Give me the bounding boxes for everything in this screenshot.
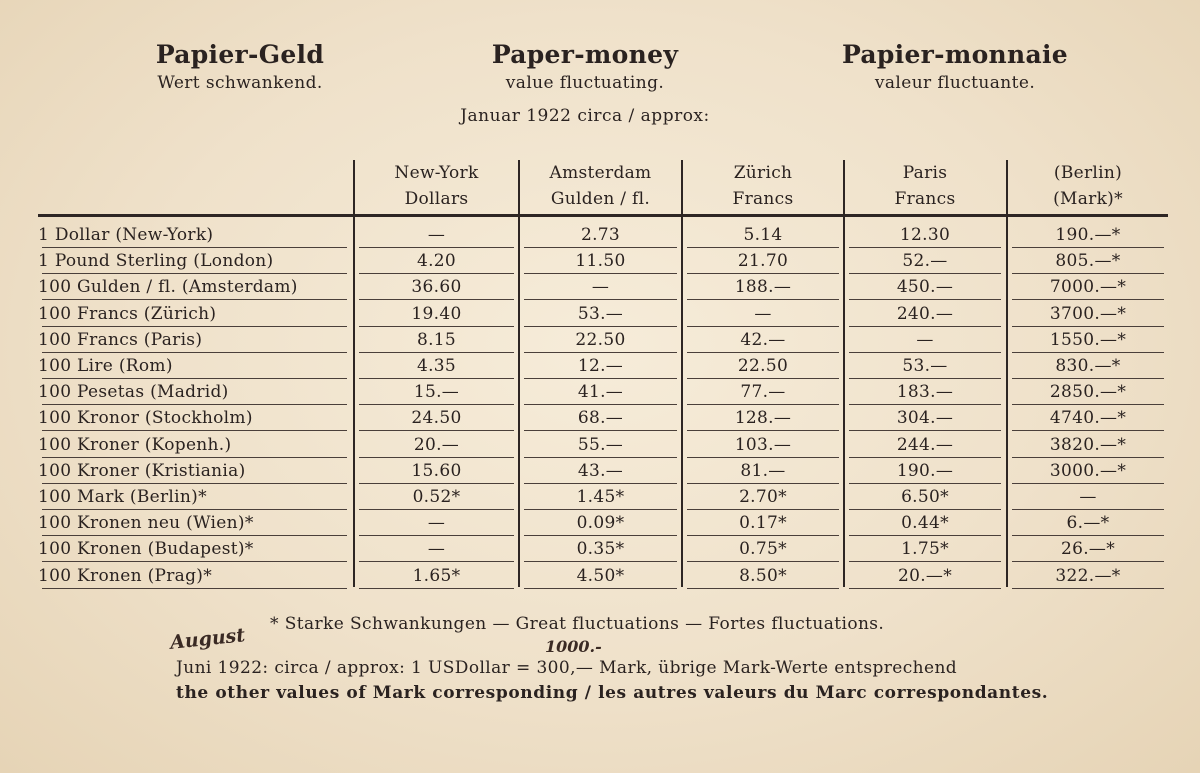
table-row [38, 405, 1168, 431]
rate-cell: 0.44* [901, 513, 949, 534]
row-rule [42, 588, 347, 589]
table-row [38, 536, 1168, 562]
rate-cell: 21.70 [737, 251, 789, 272]
rate-cell: 22.50 [737, 356, 789, 376]
column-header-line1: (Berlin) [1053, 163, 1123, 183]
header-german-subtitle: Wert schwankend. [157, 73, 323, 93]
rate-cell: 450.— [896, 277, 954, 298]
rate-cell: — [754, 303, 772, 324]
rate-cell: 53.— [902, 356, 948, 376]
rate-cell: 4.50* [576, 565, 625, 586]
row-label: 100 Lire (Rom) [38, 356, 173, 376]
rate-cell: 1.75* [901, 539, 949, 560]
column-header-line1: New-York [394, 163, 479, 183]
row-label: 100 Kroner (Kristiania) [38, 460, 246, 481]
rate-cell: — [427, 225, 446, 245]
rate-cell: 5.14 [743, 225, 783, 245]
header-english [470, 40, 700, 93]
row-label: 1 Dollar (New-York) [38, 225, 214, 245]
rate-cell: 244.— [896, 434, 954, 455]
rate-cell: 3820.—* [1049, 434, 1127, 455]
footnote: * Starke Schwankungen — Great fluctuations — Fortes fluctuations. [270, 614, 885, 634]
rate-cell: 43.— [577, 460, 624, 481]
column-header-line2: Dollars [404, 189, 469, 209]
rate-cell: 42.— [740, 329, 786, 350]
rate-cell: 6.50* [901, 487, 949, 507]
table-row [38, 563, 1168, 589]
column-header-paris [845, 160, 1005, 212]
rate-cell: 6.—* [1066, 513, 1110, 534]
rate-cell: 68.— [577, 408, 624, 429]
table-row [38, 327, 1168, 353]
row-rule [524, 588, 677, 589]
rate-cell: — [427, 539, 446, 560]
row-rule [687, 588, 839, 589]
rate-cell: 4740.—* [1049, 408, 1127, 429]
rate-cell: 183.— [896, 382, 954, 403]
rate-cell: 52.— [902, 251, 948, 272]
column-header-line2: Francs [894, 189, 956, 209]
rate-cell: 0.52* [412, 487, 461, 507]
row-label: 100 Kronen (Budapest)* [38, 539, 254, 560]
row-label: 100 Gulden / fl. (Amsterdam) [38, 277, 298, 298]
row-label: 100 Kronen neu (Wien)* [38, 513, 254, 534]
rate-cell: 128.— [734, 408, 792, 429]
header-english-title: Paper-money [491, 40, 679, 69]
row-label: 100 Kroner (Kopenh.) [38, 434, 232, 455]
column-header-amsterdam [520, 160, 681, 212]
rate-cell: 2.73 [580, 225, 621, 245]
header-german [130, 40, 350, 93]
header-rule [38, 214, 1168, 217]
row-label: 100 Kronor (Stockholm) [38, 408, 253, 429]
column-header-line2: Francs [732, 189, 794, 209]
row-label: 100 Francs (Paris) [38, 329, 203, 350]
rate-cell: 26.—* [1060, 539, 1116, 560]
row-label: 100 Mark (Berlin)* [38, 487, 207, 507]
rate-cell: 1.45* [576, 487, 625, 507]
rate-cell: 55.— [577, 434, 624, 455]
rate-cell: 81.— [740, 460, 786, 481]
row-rule [1012, 588, 1164, 589]
rate-cell: 190.—* [1055, 225, 1121, 245]
rate-cell: 20.—* [897, 565, 953, 586]
rate-cell: 3000.—* [1049, 460, 1127, 481]
column-header-zurich [683, 160, 843, 212]
row-rule [849, 588, 1001, 589]
date-line: Januar 1922 circa / approx: [460, 106, 710, 126]
table-row [38, 458, 1168, 484]
rate-cell: — [916, 329, 934, 350]
column-header-line1: Paris [902, 163, 948, 183]
table-row [38, 379, 1168, 405]
header-german-title: Papier-Geld [155, 40, 325, 69]
table-row [38, 248, 1168, 274]
rate-cell: 36.60 [411, 277, 462, 298]
rate-cell: 20.— [413, 434, 460, 455]
table-row [38, 301, 1168, 327]
rate-cell: 2.70* [739, 487, 787, 507]
rate-cell: 24.50 [411, 408, 462, 429]
rate-cell: 8.50* [739, 565, 787, 586]
rate-cell: 77.— [740, 382, 786, 403]
row-rule [359, 588, 514, 589]
rate-cell: 22.50 [575, 329, 626, 350]
rate-cell: 15.60 [411, 460, 462, 481]
rate-cell: 7000.—* [1049, 277, 1127, 298]
handwritten-month: August [169, 624, 247, 654]
rate-cell: 53.— [577, 303, 624, 324]
table-row [38, 222, 1168, 248]
rate-cell: 12.30 [899, 225, 951, 245]
june-rate-line: Juni 1922: circa / approx: 1 USDollar = 300,— Mark, übrige Mark-Werte entsprechend [176, 658, 958, 678]
rate-cell: 240.— [896, 303, 954, 324]
rate-cell: 41.— [577, 382, 624, 403]
rate-cell: 4.20 [416, 251, 457, 272]
table-row [38, 432, 1168, 458]
table-row [38, 484, 1168, 510]
row-label: 100 Kronen (Prag)* [38, 565, 213, 586]
header-french-title: Papier-monnaie [841, 40, 1069, 69]
rate-cell: — [591, 277, 610, 298]
column-header-berlin [1008, 160, 1168, 212]
rate-cell: 11.50 [575, 251, 626, 272]
header-french [830, 40, 1080, 93]
rate-cell: 322.—* [1055, 565, 1121, 586]
rate-cell: 8.15 [416, 329, 457, 350]
rate-cell: 0.17* [739, 513, 787, 534]
rate-cell: 190.— [896, 460, 954, 481]
column-header-line2: (Mark)* [1053, 189, 1123, 209]
table-row [38, 274, 1168, 300]
rate-cell: 2850.—* [1049, 382, 1127, 403]
header-english-subtitle: value fluctuating. [505, 73, 665, 93]
rate-cell: 188.— [734, 277, 792, 298]
rate-cell: 830.—* [1055, 356, 1121, 376]
rate-cell: 805.—* [1055, 251, 1121, 272]
column-header-line2: Gulden / fl. [550, 189, 651, 209]
column-header-new-york [355, 160, 518, 212]
header-french-subtitle: valeur fluctuante. [874, 73, 1036, 93]
rate-cell: — [1079, 487, 1097, 507]
handwritten-rate: 1000.- [545, 637, 602, 656]
other-values-line: the other values of Mark corresponding / les autres valeurs du Marc correspondantes. [176, 683, 1049, 703]
rate-cell: 12.— [577, 356, 624, 376]
rate-cell: 3700.—* [1049, 303, 1127, 324]
rate-cell: 1.65* [412, 565, 461, 586]
row-label: 100 Francs (Zürich) [38, 303, 217, 324]
rate-cell: 19.40 [411, 303, 462, 324]
table-row [38, 353, 1168, 379]
rate-cell: 0.09* [576, 513, 625, 534]
rate-cell: 1550.—* [1049, 329, 1127, 350]
rate-cell: 15.— [413, 382, 460, 403]
rate-cell: 0.75* [739, 539, 787, 560]
column-header-line1: Amsterdam [549, 163, 652, 183]
table-row [38, 510, 1168, 536]
rate-cell: — [427, 513, 446, 534]
row-label: 1 Pound Sterling (London) [38, 251, 274, 272]
rate-cell: 0.35* [576, 539, 625, 560]
column-header-line1: Zürich [733, 163, 793, 183]
row-label: 100 Pesetas (Madrid) [38, 382, 229, 403]
rate-cell: 304.— [896, 408, 954, 429]
rate-cell: 4.35 [416, 356, 457, 376]
rate-cell: 103.— [734, 434, 792, 455]
